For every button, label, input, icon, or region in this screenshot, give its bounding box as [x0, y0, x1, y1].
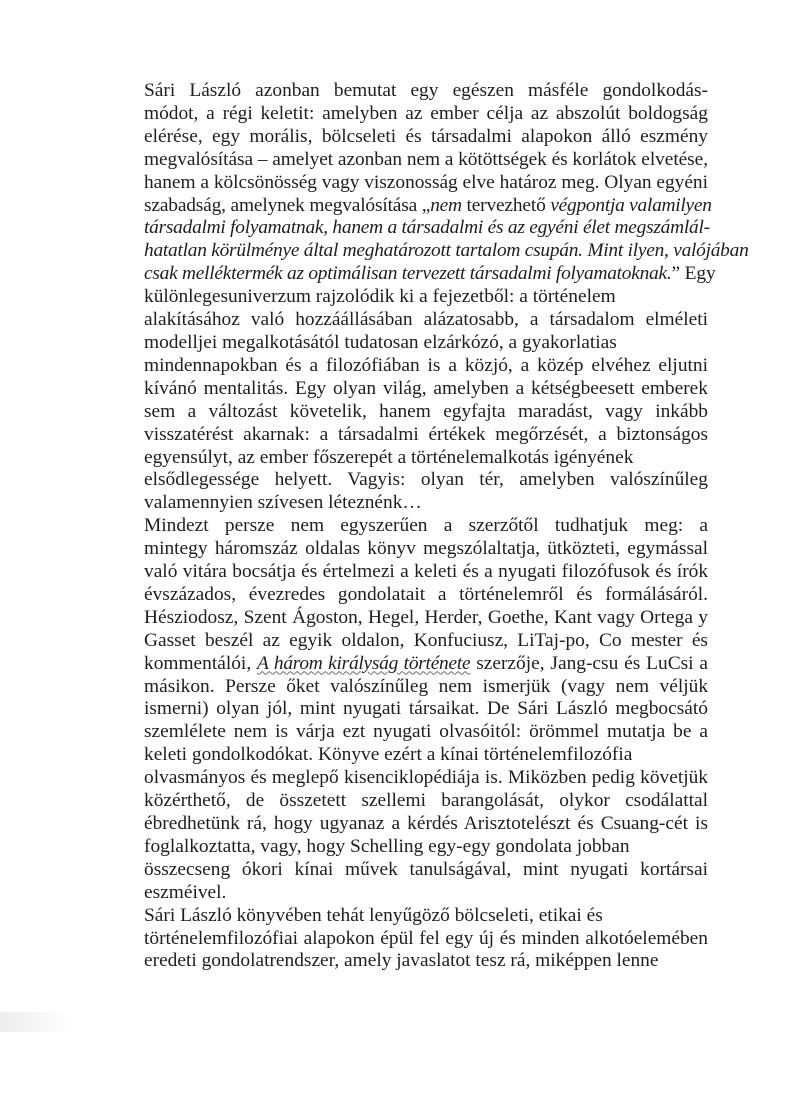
text-segment: eredeti gondolatrendszer, amely javaslatot tesz rá, miképpen lenne: [144, 950, 659, 972]
text-segment: sem a változást követelik, hanem egyfajta maradást, vagy inkább: [144, 400, 708, 422]
text-segment: egyensúlyt, az ember főszerepét a történelemalkotás igényének: [144, 446, 634, 468]
text-segment: eszméivel.: [144, 881, 227, 903]
text-line: [96, 401, 708, 424]
italic-text-segment: hatatlan körülménye által meghatározott tartalom csupán. Mint ilyen, valójában: [144, 240, 749, 262]
text-line: [96, 424, 708, 447]
text-line: [96, 492, 708, 515]
text-line: [96, 584, 708, 607]
paragraph: [96, 80, 749, 515]
text-segment: Gasset beszél az egyik oldalon, Konfuciusz, LiTaj-po, Co mester és: [144, 629, 708, 651]
paragraph: [96, 515, 708, 904]
text-segment: kívánó mentalitás. Egy olyan világ, amelyben a kétségbeesett emberek: [144, 377, 708, 399]
text-line: [96, 790, 708, 813]
text-segment: szerzője, Jang-csu és LuCsi a: [470, 652, 709, 674]
text-line: [96, 836, 708, 859]
text-line: [96, 653, 708, 676]
text-segment: Hésziodosz, Szent Ágoston, Hegel, Herder, Goethe, Kant vagy Ortega y: [144, 606, 709, 628]
text-segment: való vitára bocsátja és értelmezi a keleti és a nyugati filozófusok és írók: [144, 561, 709, 583]
text-line: [96, 355, 708, 378]
text-segment: elsődlegessége helyett. Vagyis: olyan tér, amelyben valószínűleg: [144, 469, 708, 491]
italic-text-segment: végpontja valamilyen: [550, 194, 712, 216]
text-segment: megvalósítása – amelyet azonban nem a kötöttségek és korlátok elvetése,: [144, 148, 708, 170]
text-segment: foglalkoztatta, vagy, hogy Schelling egy-egy gondolata jobban: [144, 835, 630, 857]
body-text: [96, 80, 749, 973]
text-segment: hanem a kölcsönösség vagy viszonosság elve határoz meg. Olyan egyéni: [144, 171, 708, 193]
text-line: [96, 882, 708, 905]
text-segment: kommentálói,: [144, 652, 258, 674]
text-line: [96, 950, 708, 973]
text-segment: mintegy háromszáz oldalas könyv megszólaltatja, ütközteti, egymással: [144, 538, 709, 560]
scan-edge-shadow: [0, 1012, 70, 1032]
text-segment: ismerni) olyan jól, mint nyugati társaikat. De Sári László megbocsátó: [144, 698, 708, 720]
text-line: [96, 240, 749, 263]
text-segment: Mindezt persze nem egyszerűen a szerzőtől tudhatjuk meg: a: [144, 515, 709, 537]
text-segment: visszatérést akarnak: a társadalmi értékek megőrzését, a biztonságos: [144, 423, 709, 445]
text-line: [96, 698, 708, 721]
text-line: [96, 469, 708, 492]
italic-text-segment: társadalmi folyamatnak, hanem a társadalmi és az egyéni élet megszámlál-: [144, 217, 710, 239]
italic-text-segment: nem: [430, 194, 462, 216]
text-segment: tervezhető: [461, 194, 551, 216]
text-line: [96, 630, 708, 653]
text-segment: Sári László könyvében tehát lenyűgöző bölcseleti, etikai és: [144, 904, 603, 926]
text-segment: módot, a régi keletit: amelyben az ember célja az abszolút boldogság: [144, 102, 708, 124]
text-segment: szemlélete nem is várja ezt nyugati olvasóitól: örömmel mutatja be a: [144, 721, 708, 743]
text-line: [96, 561, 708, 584]
text-line: [96, 126, 708, 149]
italic-text-segment: csak melléktermék az optimálisan tervezett társadalmi folyamatoknak.: [144, 263, 672, 285]
text-segment: szabadság, amelynek megvalósítása „: [144, 194, 431, 216]
paragraph: [96, 905, 708, 974]
text-segment: összecseng ókori kínai művek tanulságával, mint nyugati kortársai: [144, 858, 708, 880]
text-segment: modelljei megalkotásától tudatosan elzárkózó, a gyakorlatias: [144, 331, 617, 353]
text-line: [96, 607, 708, 630]
text-line: [96, 813, 708, 836]
text-segment: Sári László azonban bemutat egy egészen másféle gondolkodás-: [144, 80, 709, 101]
text-line: [96, 309, 708, 332]
text-segment: másikon. Persze őket valószínűleg nem ismerjük (vagy nem véljük: [144, 675, 709, 697]
text-line: [96, 286, 708, 309]
text-segment: történelemfilozófiai alapokon épül fel egy új és minden alkotóelemében: [144, 927, 708, 949]
text-segment: elérése, egy morális, bölcseleti és társadalmi alapokon álló eszmény: [144, 125, 708, 147]
text-line: [96, 767, 708, 790]
text-line: [96, 263, 716, 286]
text-line: [96, 332, 708, 355]
text-line: [96, 217, 708, 240]
text-line: [96, 515, 708, 538]
text-line: [96, 538, 708, 561]
text-segment: különlegesuniverzum rajzolódik ki a fejezetből: a történelem: [144, 286, 616, 308]
text-line: [96, 859, 708, 882]
text-segment: valamennyien szívesen léteznénk…: [144, 492, 422, 514]
text-line: [96, 744, 708, 767]
text-line: [96, 80, 708, 103]
text-line: [96, 194, 712, 218]
text-line: [96, 928, 708, 951]
text-line: [96, 721, 708, 744]
text-segment: ” Egy: [671, 263, 716, 285]
text-line: [96, 447, 708, 470]
text-line: [96, 378, 708, 401]
text-segment: alakításához való hozzáállásában alázatosabb, a társadalom elméleti: [144, 309, 709, 331]
text-line: [96, 905, 708, 928]
text-line: [96, 103, 708, 126]
text-segment: évszázados, évezredes gondolatait a történelemről és formálásáról.: [144, 583, 709, 605]
italic-text-segment: A három királyság története: [257, 652, 471, 674]
text-segment: mindennapokban és a filozófiában is a közjó, a közép elvéhez eljutni: [144, 354, 708, 376]
text-line: [96, 149, 708, 172]
text-line: [96, 676, 708, 699]
text-segment: közérthető, de összetett szellemi barangolását, olykor csodálattal: [144, 790, 708, 812]
text-segment: keleti gondolkodókat. Könyve ezért a kínai történelemfilozófia: [144, 744, 633, 766]
text-segment: ébredhetünk rá, hogy ugyanaz a kérdés Arisztotelészt és Csuang-cét is: [144, 813, 708, 834]
text-segment: olvasmányos és meglepő kisenciklopédiája is. Miközben pedig követjük: [144, 767, 709, 789]
text-line: [96, 172, 708, 195]
